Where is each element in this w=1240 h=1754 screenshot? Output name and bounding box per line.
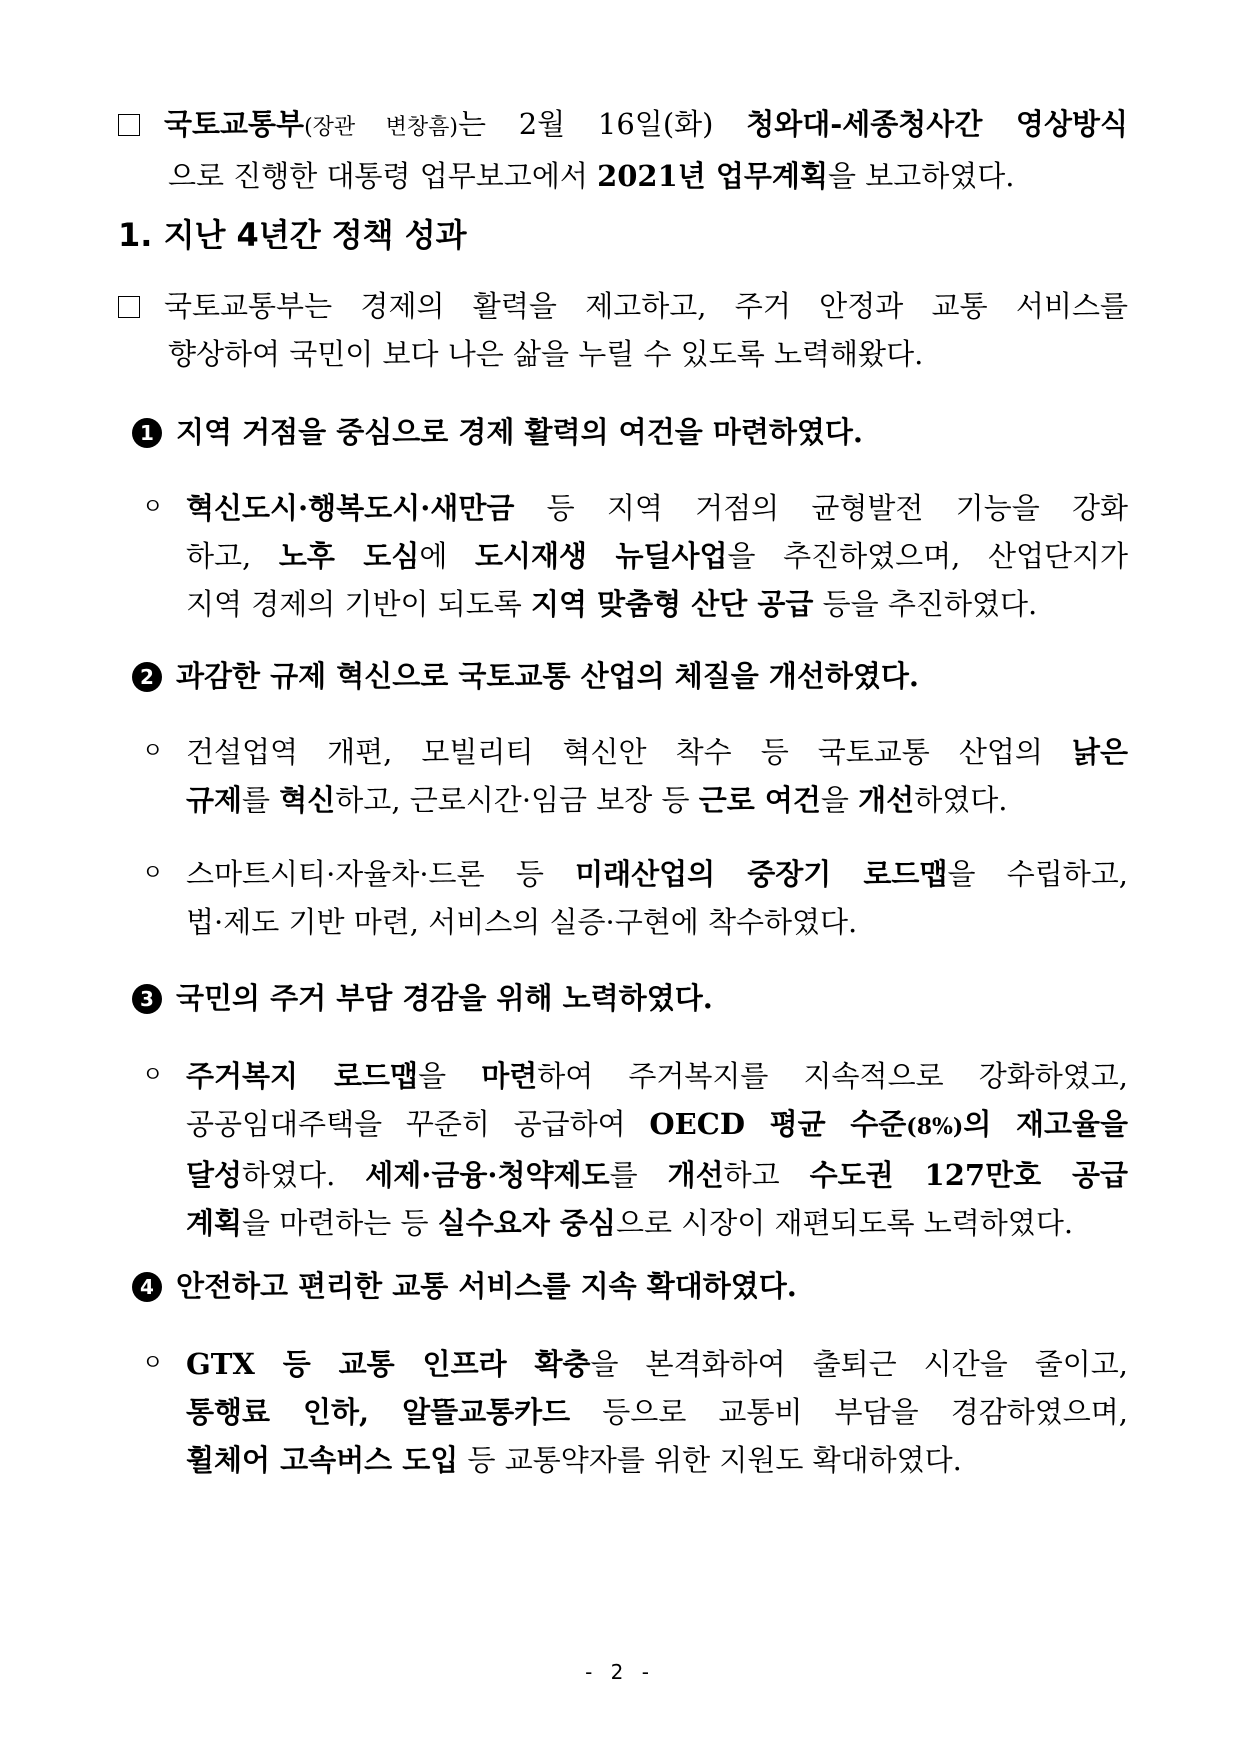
b-text: 의 재고율을 bbox=[963, 1107, 1128, 1141]
b-text: 를 bbox=[242, 783, 280, 817]
b-text: 마련 bbox=[481, 1059, 538, 1093]
b-text: 낡은 bbox=[1071, 735, 1128, 769]
b-text: 지역 경제의 기반이 되도록 bbox=[186, 587, 532, 621]
b-text: 미래산업의 중장기 로드맵 bbox=[575, 857, 948, 891]
b-text: 지역 맞춤형 산단 공급 bbox=[531, 587, 814, 621]
b-text: 하여 주거복지를 지속적으로 강화하였고, bbox=[537, 1059, 1128, 1093]
number-2-icon: 2 bbox=[132, 662, 162, 692]
intro-ministry: 국토교통부 bbox=[164, 107, 305, 141]
b-text: 개선 bbox=[858, 783, 915, 817]
b-text: (8%) bbox=[906, 1114, 964, 1140]
bullet-2 bbox=[142, 728, 1128, 824]
b-text: 세제·금융·청약제도 bbox=[365, 1158, 610, 1192]
intro-date: 는 2월 16일(화) bbox=[458, 107, 747, 141]
b-text: 을 bbox=[820, 783, 859, 817]
intro-plan: 2021년 업무계획 bbox=[597, 159, 828, 193]
b-text: 등 지역 거점의 균형발전 기능을 강화 bbox=[514, 491, 1128, 525]
b-text: 개선 bbox=[667, 1158, 724, 1192]
empty-square-icon bbox=[118, 296, 140, 318]
b-text: 등을 추진하였다. bbox=[813, 587, 1038, 621]
b-text: 하고 bbox=[723, 1158, 810, 1192]
b-text: GTX 등 교통 인프라 확충 bbox=[186, 1347, 591, 1381]
intro-format: 청와대-세종청사간 영상방식 bbox=[746, 107, 1128, 141]
b-text: 을 bbox=[418, 1059, 482, 1093]
bullet-4 bbox=[142, 1052, 1128, 1247]
bullet-5 bbox=[142, 1340, 1128, 1484]
b-text: 에 bbox=[419, 539, 475, 573]
intro-minister: (장관 변창흠) bbox=[304, 115, 458, 140]
subheading-title: 과감한 규제 혁신으로 국토교통 산업의 체질을 개선하였다. bbox=[176, 659, 920, 693]
subheading-2 bbox=[132, 654, 1132, 695]
summary-paragraph bbox=[118, 282, 1128, 378]
b-text: 하고, 근로시간·임금 보장 등 bbox=[335, 783, 699, 817]
b-text: 계획 bbox=[186, 1206, 243, 1240]
intro-paragraph bbox=[118, 100, 1128, 200]
b-text: 건설업역 개편, 모빌리티 혁신안 착수 등 국토교통 산업의 bbox=[186, 735, 1072, 769]
b-text: 근로 여건 bbox=[698, 783, 821, 817]
subheading-1 bbox=[132, 410, 1132, 451]
b-text: 도시재생 뉴딜사업 bbox=[474, 539, 728, 573]
empty-square-icon bbox=[118, 114, 140, 136]
b-text: 휠체어 고속버스 도입 bbox=[186, 1443, 459, 1477]
b-text: 규제 bbox=[186, 783, 243, 817]
b-text: 공공임대주택을 꾸준히 공급하여 bbox=[186, 1107, 650, 1141]
b-text: 통행료 인하, 알뜰교통카드 bbox=[186, 1395, 571, 1429]
b-text: 혁신 bbox=[279, 783, 336, 817]
summary-line: 향상하여 국민이 보다 나은 삶을 누릴 수 있도록 노력해왔다. bbox=[168, 337, 924, 371]
b-text: 을 마련하는 등 bbox=[242, 1206, 438, 1240]
b-text: 달성 bbox=[186, 1158, 243, 1192]
b-text: 등으로 교통비 부담을 경감하였으며, bbox=[570, 1395, 1128, 1429]
section-heading: 1. 지난 4년간 정책 성과 bbox=[118, 216, 467, 254]
bullet-icon: ㅇ bbox=[142, 1063, 164, 1088]
b-text: 실수요자 중심 bbox=[437, 1206, 616, 1240]
subheading-title: 국민의 주거 부담 경감을 위해 노력하였다. bbox=[176, 981, 713, 1015]
bullet-3 bbox=[142, 850, 1128, 946]
b-text: 수도권 127만호 공급 bbox=[809, 1158, 1128, 1192]
subheading-4 bbox=[132, 1264, 1132, 1305]
b-text: 을 추진하였으며, 산업단지가 bbox=[727, 539, 1129, 573]
b-text: 을 수립하고, bbox=[947, 857, 1128, 891]
b-text: 하였다. bbox=[914, 783, 1008, 817]
b-text: 를 bbox=[609, 1158, 668, 1192]
page-number: - 2 - bbox=[585, 1660, 655, 1684]
b-text: 주거복지 로드맵 bbox=[186, 1059, 419, 1093]
b-text: 하고, bbox=[186, 539, 279, 573]
b-text: OECD 평균 수준 bbox=[649, 1107, 907, 1141]
subheading-title: 안전하고 편리한 교통 서비스를 지속 확대하였다. bbox=[176, 1269, 797, 1303]
intro-text: 으로 진행한 대통령 업무보고에서 bbox=[168, 159, 598, 193]
subheading-title: 지역 거점을 중심으로 경제 활력의 여건을 마련하였다. bbox=[176, 415, 863, 449]
bullet-icon: ㅇ bbox=[142, 495, 164, 520]
b-text: 하였다. bbox=[242, 1158, 366, 1192]
subheading-3 bbox=[132, 976, 1132, 1017]
summary-line: 국토교통부는 경제의 활력을 제고하고, 주거 안정과 교통 서비스를 bbox=[164, 289, 1128, 323]
bullet-icon: ㅇ bbox=[142, 739, 164, 764]
number-1-icon: 1 bbox=[132, 418, 162, 448]
b-text: 노후 도심 bbox=[278, 539, 420, 573]
intro-end: 을 보고하였다. bbox=[827, 159, 1015, 193]
bullet-icon: ㅇ bbox=[142, 861, 164, 886]
number-3-icon: 3 bbox=[132, 984, 162, 1014]
b-text: 스마트시티·자율차·드론 등 bbox=[186, 857, 576, 891]
b-text: 으로 시장이 재편되도록 노력하였다. bbox=[615, 1206, 1074, 1240]
b-text: 을 본격화하여 출퇴근 시간을 줄이고, bbox=[590, 1347, 1128, 1381]
b-text: 법·제도 기반 마련, 서비스의 실증·구현에 착수하였다. bbox=[186, 905, 858, 939]
bullet-1 bbox=[142, 484, 1128, 628]
number-4-icon: 4 bbox=[132, 1272, 162, 1302]
b-text: 혁신도시·행복도시·새만금 bbox=[186, 491, 515, 525]
b-text: 등 교통약자를 위한 지원도 확대하였다. bbox=[458, 1443, 962, 1477]
bullet-icon: ㅇ bbox=[142, 1351, 164, 1376]
